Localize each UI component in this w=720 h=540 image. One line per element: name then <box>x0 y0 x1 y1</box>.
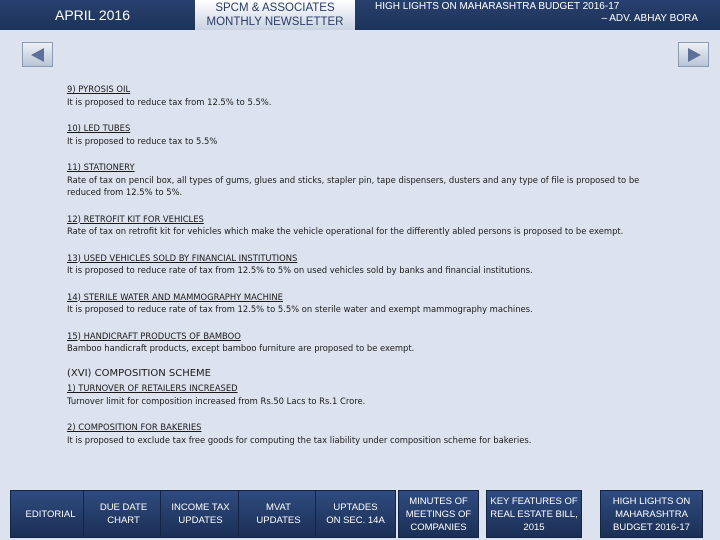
nav-mvat-updates-button[interactable] <box>238 490 319 538</box>
nav-label: HIGH LIGHTS ON MAHARASHTRA BUDGET 2016-17 <box>612 495 691 533</box>
nav-label: INCOME TAX UPDATES <box>171 502 230 526</box>
item-title: 14) STERILE WATER AND MAMMOGRAPHY MACHINE <box>67 291 283 302</box>
date-text: APRIL 2016 <box>55 7 130 23</box>
item-title: 2) COMPOSITION FOR BAKERIES <box>67 422 202 432</box>
item-text: Rate of tax on retrofit kit for vehicles which make the vehicle operational for the differently abled persons is proposed to be exempt. <box>67 226 624 236</box>
nav-label: KEY FEATURES OF REAL ESTATE BILL, 2015 <box>490 495 578 533</box>
item-title: 12) RETROFIT KIT FOR VEHICLES <box>67 213 204 224</box>
item-text: It is proposed to exclude tax free goods for computing the tax liability under composition scheme for bakeries. <box>67 434 532 445</box>
item-text: Bamboo handicraft products, except bamboo furniture are proposed to be exempt. <box>67 343 415 353</box>
nav-income-tax-updates-button[interactable] <box>160 490 241 538</box>
nav-sec-14a-updates-button[interactable] <box>315 490 396 538</box>
item-text: It is proposed to reduce tax to 5.5% <box>67 135 218 146</box>
list-item <box>67 252 667 277</box>
item-text: It is proposed to reduce rate of tax from 12.5% to 5% on used vehicles sold by banks and financial institutions. <box>67 265 533 275</box>
topic-title: HIGH LIGHTS ON MAHARASHTRA BUDGET 2016-17 <box>375 1 620 12</box>
item-title: 11) STATIONERY <box>67 162 135 172</box>
newsletter-topic <box>355 0 720 30</box>
list-item <box>67 382 667 407</box>
nav-company-minutes-button[interactable] <box>398 490 479 538</box>
arrow-left-icon <box>29 47 47 63</box>
topic-author: – ADV. ABHAY BORA <box>601 13 698 24</box>
item-title: 13) USED VEHICLES SOLD BY FINANCIAL INSTITUTIONS <box>67 252 298 263</box>
section-heading: (XVI) COMPOSITION SCHEME <box>67 367 212 379</box>
next-page-button[interactable] <box>678 42 709 67</box>
list-item <box>67 291 667 316</box>
nav-due-date-chart-button[interactable] <box>83 490 164 538</box>
item-text: Turnover limit for composition increased from Rs.50 Lacs to Rs.1 Crore. <box>67 395 366 406</box>
list-item <box>67 421 667 446</box>
item-text: Rate of tax on pencil box, all types of gums, glues and sticks, stapler pin, tape dispensers, dusters and any type of file is proposed to be reduced from 12.5% to 5%. <box>67 174 640 197</box>
list-item <box>67 161 667 199</box>
item-title: 1) TURNOVER OF RETAILERS INCREASED <box>67 383 238 393</box>
nav-label: MVAT UPDATES <box>256 502 301 526</box>
list-item <box>67 122 667 147</box>
newsletter-date <box>0 0 195 30</box>
list-item <box>67 213 667 238</box>
nav-label: UPTADES ON SEC. 14A <box>326 502 385 526</box>
previous-page-button[interactable] <box>22 42 53 67</box>
nav-maharashtra-budget-button[interactable] <box>600 490 703 538</box>
nav-editorial-button[interactable] <box>10 490 91 538</box>
nav-real-estate-bill-button[interactable] <box>486 490 582 538</box>
newsletter-brand <box>195 0 355 30</box>
newsletter-body <box>67 83 667 460</box>
item-title: 9) PYROSIS OIL <box>67 84 131 94</box>
item-title: 10) LED TUBES <box>67 123 131 133</box>
list-item <box>67 330 667 355</box>
item-title: 15) HANDICRAFT PRODUCTS OF BAMBOO <box>67 330 241 341</box>
nav-label: MINUTES OF MEETINGS OF COMPANIES <box>405 495 472 533</box>
arrow-right-icon <box>685 47 703 63</box>
item-text: It is proposed to reduce rate of tax from 12.5% to 5.5% on sterile water and exempt mammography machines. <box>67 304 533 314</box>
nav-label: EDITORIAL <box>25 508 76 520</box>
item-text: It is proposed to reduce tax from 12.5% to 5.5%. <box>67 96 272 107</box>
nav-label: DUE DATE CHART <box>99 502 148 526</box>
list-item <box>67 83 667 108</box>
brand-text: SPCM & ASSOCIATES MONTHLY NEWSLETTER <box>206 2 344 28</box>
